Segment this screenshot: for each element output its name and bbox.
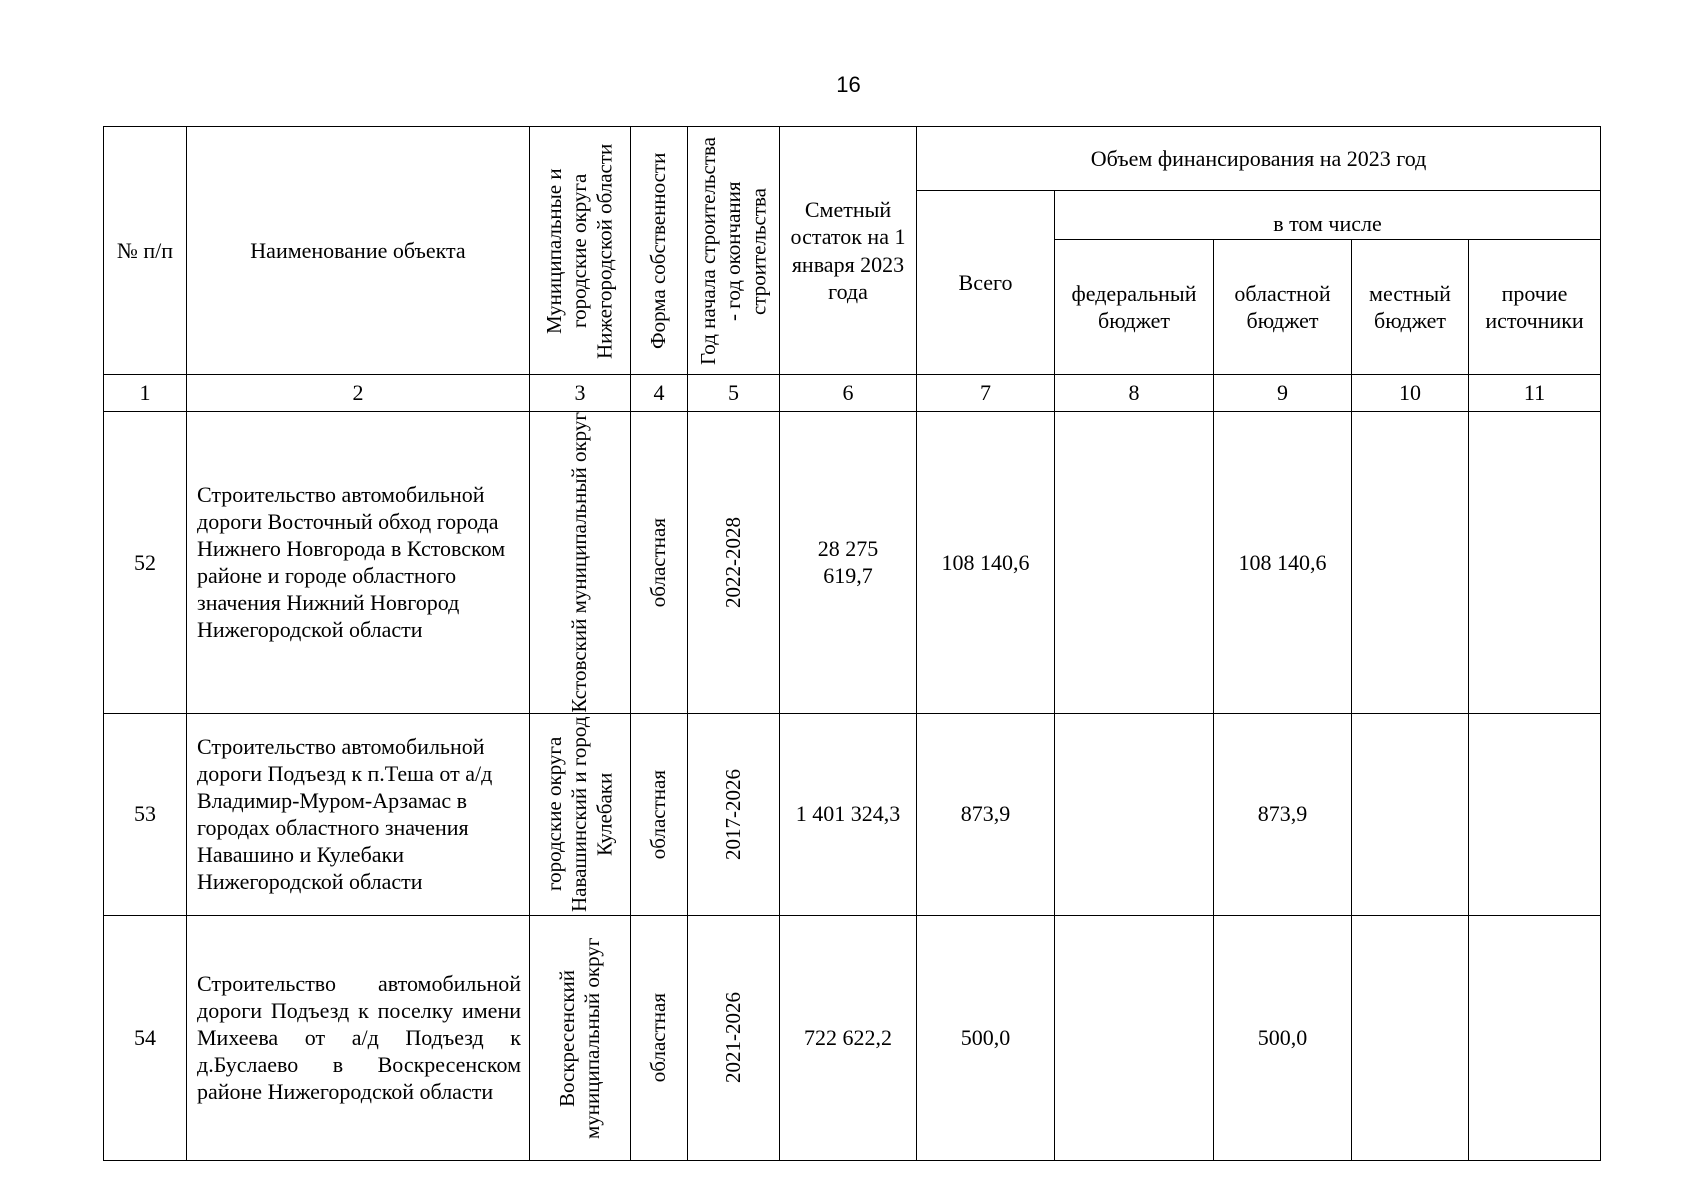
municipal-text: Воскресенский муниципальный округ <box>554 936 604 1139</box>
estimate-value: 28 275 619,7 <box>817 535 879 589</box>
row-number: 53 <box>104 713 187 915</box>
header-total: Всего <box>917 191 1055 375</box>
column-number: 6 <box>780 375 917 412</box>
years-cell <box>688 713 780 915</box>
federal-value <box>1055 412 1214 714</box>
header-years <box>688 127 780 375</box>
header-municipal-text: Муниципальные и городские округа Нижегородской области <box>542 142 617 359</box>
table-row <box>104 915 1601 1160</box>
column-number: 5 <box>688 375 780 412</box>
header-other <box>1469 240 1601 375</box>
header-name: Наименование объекта <box>187 127 530 375</box>
column-number: 3 <box>530 375 631 412</box>
header-regional <box>1214 240 1352 375</box>
local-value <box>1352 713 1469 915</box>
federal-value <box>1055 915 1214 1160</box>
header-years-text: Год начала строительства - год окончания строительства <box>695 136 771 365</box>
total-value: 500,0 <box>917 915 1055 1160</box>
municipal-text: городские округа Навашинский и город Кулебаки <box>542 716 617 912</box>
header-estimate <box>780 127 917 375</box>
header-form <box>631 127 688 375</box>
years-text: 2022-2028 <box>720 516 745 608</box>
row-number: 54 <box>104 915 187 1160</box>
object-name: Строительство автомобильной дороги Подъезд к п.Теша от а/д Владимир-Муром-Арзамас в городах областного значения Навашино и Кулебаки Нижегородской области <box>187 713 530 915</box>
header-federal-text: федеральный бюджет <box>1071 280 1197 333</box>
header-including: в том числе <box>1055 191 1601 240</box>
page-number: 16 <box>836 72 861 97</box>
header-form-text: Форма собственности <box>646 152 671 349</box>
form-cell <box>631 713 688 915</box>
header-other-text: прочие источники <box>1485 280 1584 333</box>
years-text: 2017-2026 <box>720 768 745 860</box>
local-value <box>1352 412 1469 714</box>
municipal-cell <box>530 915 631 1160</box>
header-row-1 <box>104 127 1601 191</box>
regional-value: 500,0 <box>1214 915 1352 1160</box>
header-no: № п/п <box>104 127 187 375</box>
form-text: областная <box>646 993 671 1083</box>
municipal-cell <box>530 713 631 915</box>
total-value: 873,9 <box>917 713 1055 915</box>
other-value <box>1469 412 1601 714</box>
object-name: Строительство автомобильной дороги Подъезд к поселку имени Михеева от а/д Подъезд к д.Буслаево в Воскресенском районе Нижегородской области <box>187 915 530 1160</box>
column-number: 2 <box>187 375 530 412</box>
other-value <box>1469 713 1601 915</box>
table-row <box>104 713 1601 915</box>
financing-table <box>103 126 1601 1161</box>
form-cell <box>631 412 688 714</box>
federal-value <box>1055 713 1214 915</box>
form-text: областная <box>646 517 671 607</box>
estimate-value: 1 401 324,3 <box>780 713 917 915</box>
header-estimate-text: Сметный остаток на 1 января 2023 года <box>790 196 906 304</box>
column-number: 1 <box>104 375 187 412</box>
form-cell <box>631 915 688 1160</box>
years-cell <box>688 412 780 714</box>
estimate-value: 722 622,2 <box>780 915 917 1160</box>
header-volume: Объем финансирования на 2023 год <box>917 127 1601 191</box>
header-local <box>1352 240 1469 375</box>
municipal-text: Кстовский муниципальный округ <box>567 412 592 713</box>
object-name: Строительство автомобильной дороги Восточный обход города Нижнего Новгорода в Кстовском районе и городе областного значения Нижний Новгород Нижегородской области <box>187 412 530 714</box>
column-number: 8 <box>1055 375 1214 412</box>
column-number: 9 <box>1214 375 1352 412</box>
header-regional-text: областной бюджет <box>1234 280 1331 333</box>
local-value <box>1352 915 1469 1160</box>
years-text: 2021-2026 <box>720 992 745 1084</box>
municipal-cell <box>530 412 631 714</box>
column-number: 10 <box>1352 375 1469 412</box>
regional-value: 108 140,6 <box>1214 412 1352 714</box>
header-federal <box>1055 240 1214 375</box>
years-cell <box>688 915 780 1160</box>
column-number: 7 <box>917 375 1055 412</box>
column-number: 11 <box>1469 375 1601 412</box>
row-number: 52 <box>104 412 187 714</box>
estimate-cell <box>780 412 917 714</box>
table-row <box>104 412 1601 714</box>
regional-value: 873,9 <box>1214 713 1352 915</box>
header-local-text: местный бюджет <box>1369 280 1451 333</box>
column-number: 4 <box>631 375 688 412</box>
header-municipal <box>530 127 631 375</box>
form-text: областная <box>646 769 671 859</box>
other-value <box>1469 915 1601 1160</box>
total-value: 108 140,6 <box>917 412 1055 714</box>
column-number-row <box>104 375 1601 412</box>
